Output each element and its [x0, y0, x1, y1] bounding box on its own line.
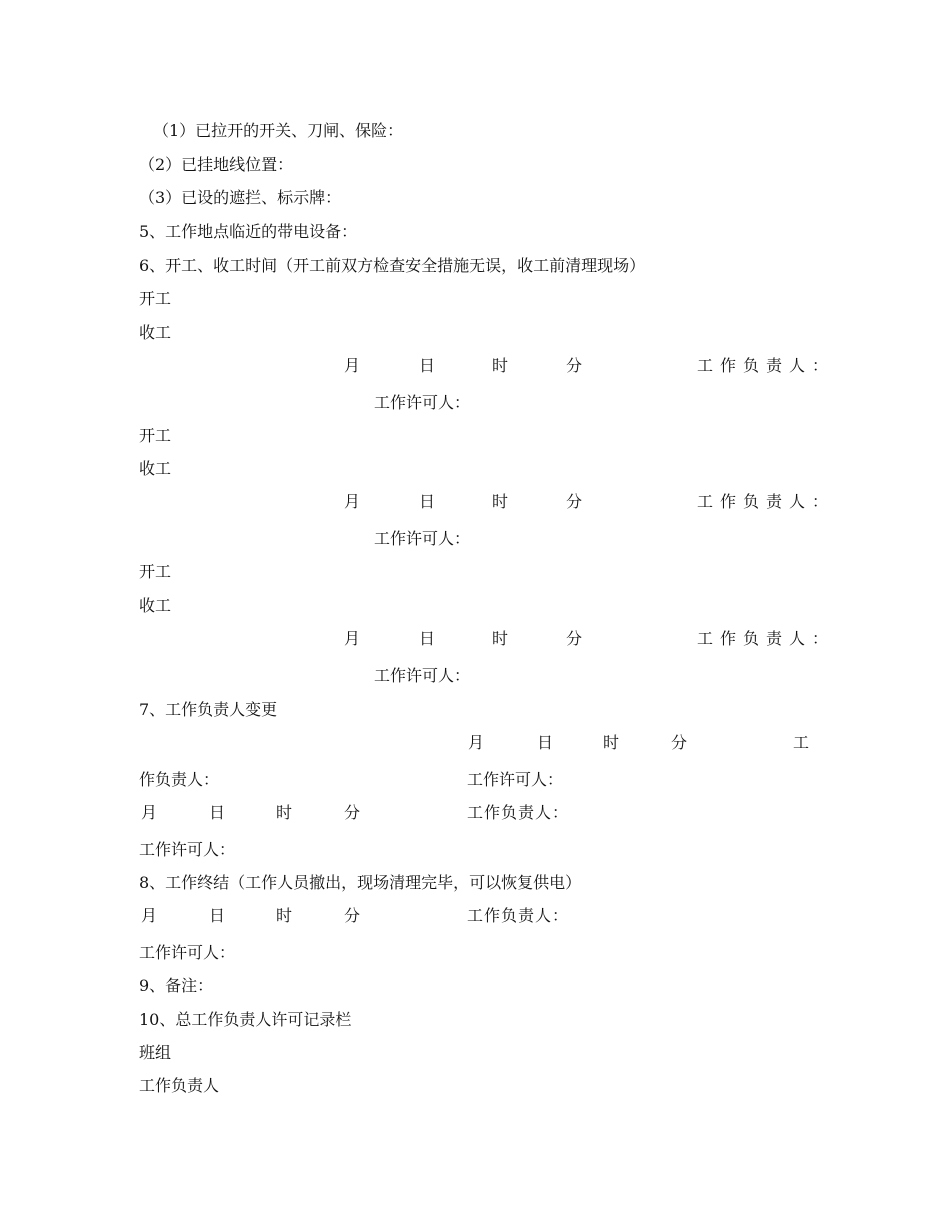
permitter-label: 工作许可人： — [374, 529, 471, 548]
day-label: 日 — [419, 492, 436, 511]
section-7-heading: 7、工作负责人变更 — [139, 700, 278, 719]
permitter-label: 工作许可人： — [467, 770, 564, 789]
day-label: 日 — [537, 733, 554, 752]
item-switches-opened: （1）已拉开的开关、刀闸、保险： — [153, 121, 404, 140]
day-label: 日 — [419, 629, 436, 648]
permitter-label: 工作许可人： — [374, 666, 471, 685]
minute-label: 分 — [566, 492, 583, 511]
start-label: 开工 — [139, 426, 172, 445]
finish-label: 收工 — [139, 459, 172, 478]
section-5-heading: 5、工作地点临近的带电设备： — [139, 222, 358, 241]
leader-label: 工作负责人 — [139, 1076, 220, 1095]
start-label: 开工 — [139, 562, 172, 581]
leader-label-part2: 作负责人： — [139, 770, 220, 789]
minute-label: 分 — [566, 356, 583, 375]
minute-label: 分 — [566, 629, 583, 648]
leader-label: 工作负责人： — [467, 803, 570, 822]
leader-label: 工作负责人： — [467, 906, 570, 925]
hour-label: 时 — [276, 803, 293, 822]
day-label: 日 — [419, 356, 436, 375]
leader-label: 工作负责人： — [697, 356, 836, 375]
leader-label-part1: 工 — [793, 733, 810, 752]
month-label: 月 — [468, 733, 485, 752]
month-label: 月 — [344, 356, 361, 375]
minute-label: 分 — [344, 803, 361, 822]
hour-label: 时 — [276, 906, 293, 925]
leader-label: 工作负责人： — [697, 629, 836, 648]
permitter-label: 工作许可人： — [139, 943, 236, 962]
item-barriers-signs: （3）已设的遮拦、标示牌： — [139, 188, 342, 207]
section-10-heading: 10、总工作负责人许可记录栏 — [139, 1010, 352, 1029]
month-label: 月 — [344, 492, 361, 511]
permitter-label: 工作许可人： — [374, 393, 471, 412]
hour-label: 时 — [492, 629, 509, 648]
minute-label: 分 — [344, 906, 361, 925]
hour-label: 时 — [492, 356, 509, 375]
month-label: 月 — [141, 803, 158, 822]
team-label: 班组 — [139, 1043, 172, 1062]
finish-label: 收工 — [139, 596, 172, 615]
hour-label: 时 — [603, 733, 620, 752]
month-label: 月 — [141, 906, 158, 925]
section-8-heading: 8、工作终结（工作人员撤出，现场清理完毕，可以恢复供电） — [139, 873, 582, 892]
minute-label: 分 — [671, 733, 688, 752]
section-6-heading: 6、开工、收工时间（开工前双方检查安全措施无误，收工前清理现场） — [139, 256, 646, 275]
start-label: 开工 — [139, 289, 172, 308]
section-9-heading: 9、备注： — [139, 976, 214, 995]
item-ground-wire-position: （2）已挂地线位置： — [139, 155, 294, 174]
hour-label: 时 — [492, 492, 509, 511]
permitter-label: 工作许可人： — [139, 840, 236, 859]
day-label: 日 — [209, 906, 226, 925]
finish-label: 收工 — [139, 323, 172, 342]
month-label: 月 — [344, 629, 361, 648]
day-label: 日 — [209, 803, 226, 822]
leader-label: 工作负责人： — [697, 492, 836, 511]
